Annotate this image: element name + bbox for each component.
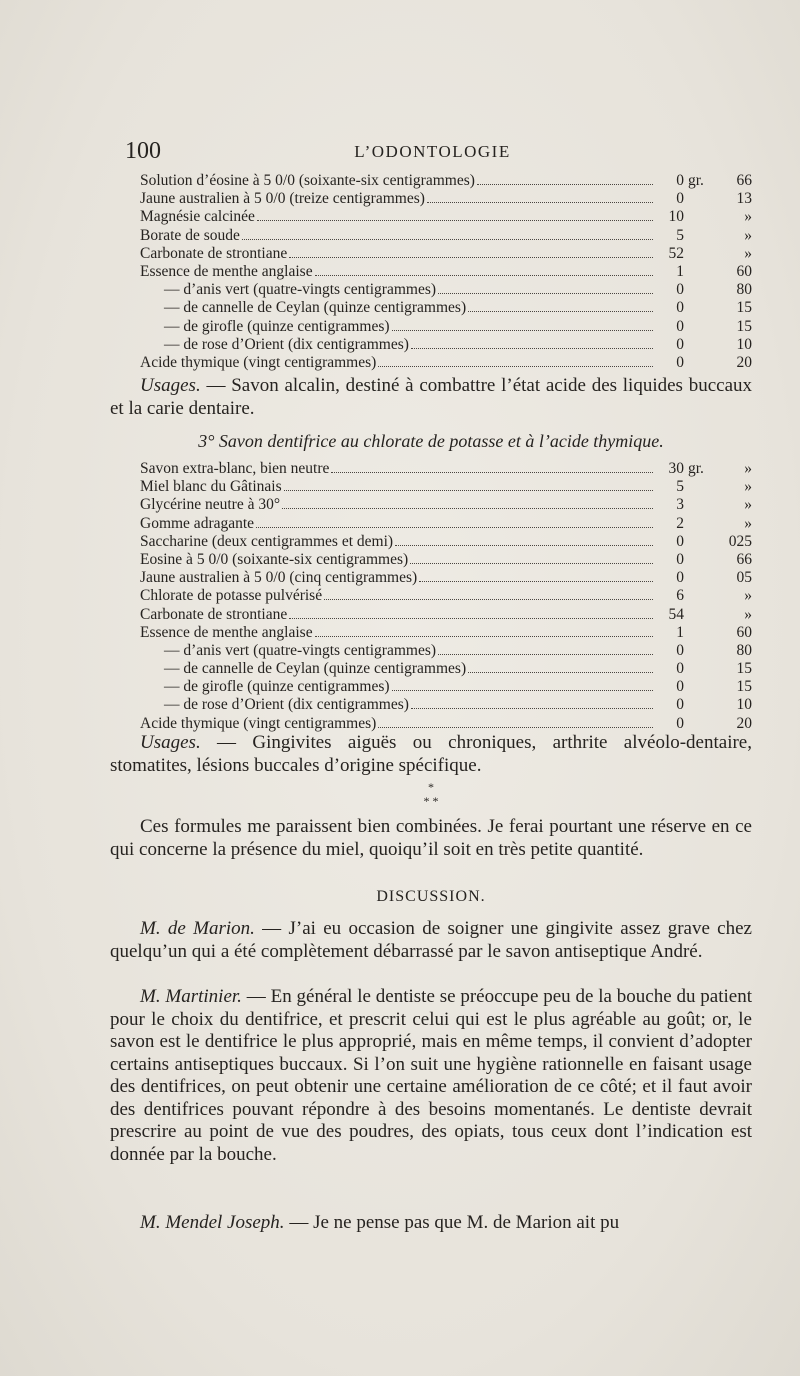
speaker-name: M. Mendel Joseph. xyxy=(140,1212,285,1233)
leader-dots xyxy=(331,472,653,473)
ingredient-label: Chlorate de potasse pulvérisé xyxy=(140,587,323,605)
speech-mendel-joseph xyxy=(110,1212,752,1235)
leader-dots xyxy=(438,654,653,655)
ingredient-label: Solution d’éosine à 5 0/0 (soixante-six centigrammes) xyxy=(140,172,475,189)
quantity: 2 xyxy=(676,514,684,532)
decimal: 66 xyxy=(736,172,752,189)
ingredient-label: Borate de soude xyxy=(140,226,240,244)
quantity: 1 xyxy=(676,623,684,641)
page-header xyxy=(125,138,740,166)
decimal: 15 xyxy=(736,678,752,696)
decimal: 66 xyxy=(736,550,752,568)
speech-text: — J’ai eu occasion de soigner une gingivite assez grave chez quelqu’un qui a été complètement débarrassé par le savon antiseptique André. xyxy=(110,918,752,962)
formula-row xyxy=(140,318,752,336)
quantity: 0 xyxy=(676,678,684,696)
leader-dots xyxy=(395,545,653,546)
running-title: L’ODONTOLOGIE xyxy=(354,142,511,161)
formula-row xyxy=(140,606,752,624)
speaker-name: M. Martinier. xyxy=(140,986,242,1007)
ingredient-label: Miel blanc du Gâtinais xyxy=(140,478,282,496)
decimal: » xyxy=(744,226,752,244)
formula-row xyxy=(140,496,752,514)
quantity: 3 xyxy=(676,496,684,514)
decimal: 13 xyxy=(736,190,752,208)
leader-dots xyxy=(410,563,653,564)
usages-label: Usages. xyxy=(140,732,201,753)
leader-dots xyxy=(289,257,653,258)
formula-row xyxy=(140,172,752,190)
speech-martinier xyxy=(110,986,752,1166)
ingredient-label: — de cannelle de Ceylan (quinze centigrammes) xyxy=(164,660,467,678)
formula-row xyxy=(140,245,752,263)
usages-paragraph-2 xyxy=(110,732,752,777)
formula-row xyxy=(140,551,752,569)
decimal: » xyxy=(744,460,752,477)
leader-dots xyxy=(378,727,653,728)
ingredient-label: — d’anis vert (quatre-vingts centigrammes) xyxy=(164,281,437,299)
formula-table-2 xyxy=(140,460,752,733)
formula-row xyxy=(140,678,752,696)
ingredient-label: Acide thymique (vingt centigrammes) xyxy=(140,714,377,732)
decimal: 025 xyxy=(728,532,752,550)
quantity: 10 xyxy=(668,208,684,226)
ingredient-label: Savon extra-blanc, bien neutre xyxy=(140,460,330,477)
quantity: 0 xyxy=(676,550,684,568)
decimal: 20 xyxy=(736,353,752,371)
section-subtitle: 3° Savon dentifrice au chlorate de potasse et à l’acide thymique. xyxy=(198,431,664,451)
decimal: » xyxy=(744,208,752,226)
quantity: 0 xyxy=(676,317,684,335)
decimal: » xyxy=(744,496,752,514)
leader-dots xyxy=(411,708,653,709)
decimal: 15 xyxy=(736,299,752,317)
ingredient-label: Essence de menthe anglaise xyxy=(140,623,313,641)
quantity: 0 xyxy=(676,281,684,299)
leader-dots xyxy=(477,184,653,185)
quantity: 0 xyxy=(676,714,684,732)
formula-row xyxy=(140,515,752,533)
decimal: 15 xyxy=(736,317,752,335)
leader-dots xyxy=(427,202,653,203)
ingredient-label: Magnésie calcinée xyxy=(140,208,255,226)
leader-dots xyxy=(315,275,653,276)
formula-row xyxy=(140,715,752,733)
leader-dots xyxy=(257,220,653,221)
paragraph-formules: Ces formules me paraissent bien combinées. Je ferai pourtant une réserve en ce qui concerne la présence du miel, quoiqu’il soit en très petite quantité. xyxy=(110,816,752,860)
formula-row xyxy=(140,190,752,208)
leader-dots xyxy=(256,527,653,528)
leader-dots xyxy=(468,672,653,673)
formula-row xyxy=(140,642,752,660)
speech-de-marion xyxy=(110,918,752,963)
usages-text: — Gingivites aiguës ou chroniques, arthrite alvéolo-dentaire, stomatites, lésions buccales d’origine spécifique. xyxy=(110,732,752,776)
decimal: » xyxy=(744,244,752,262)
decimal: » xyxy=(744,478,752,496)
decimal: 20 xyxy=(736,714,752,732)
formula-row xyxy=(140,624,752,642)
quantity: 0 xyxy=(676,353,684,371)
quantity: 0 xyxy=(676,660,684,678)
formula-row xyxy=(140,336,752,354)
ingredient-label: Gomme adragante xyxy=(140,514,255,532)
quantity: 0 xyxy=(676,532,684,550)
quantity: 0 xyxy=(676,335,684,353)
formula-row xyxy=(140,569,752,587)
ingredient-label: Eosine à 5 0/0 (soixante-six centigrammes) xyxy=(140,550,409,568)
usages-text: — Savon alcalin, destiné à combattre l’état acide des liquides buccaux et la carie dentaire. xyxy=(110,375,752,419)
formula-row xyxy=(140,478,752,496)
decimal: » xyxy=(744,514,752,532)
quantity: 1 xyxy=(676,262,684,280)
asterism-bottom: * * xyxy=(423,794,439,808)
decimal: 15 xyxy=(736,660,752,678)
ingredient-label: — de cannelle de Ceylan (quinze centigrammes) xyxy=(164,299,467,317)
ingredient-label: Glycérine neutre à 30° xyxy=(140,496,281,514)
decimal: 60 xyxy=(736,623,752,641)
leader-dots xyxy=(392,330,653,331)
formula-row xyxy=(140,660,752,678)
quantity: 52 xyxy=(668,244,684,262)
leader-dots xyxy=(468,311,653,312)
quantity: 0 xyxy=(676,190,684,208)
leader-dots xyxy=(324,599,653,600)
decimal: 80 xyxy=(736,281,752,299)
ingredient-label: Jaune australien à 5 0/0 (cinq centigrammes) xyxy=(140,569,418,587)
formula-row xyxy=(140,460,752,478)
quantity: 0 xyxy=(676,696,684,714)
leader-dots xyxy=(284,490,653,491)
leader-dots xyxy=(282,508,653,509)
formula-row xyxy=(140,208,752,226)
quantity: 0 xyxy=(676,172,684,189)
decimal: 10 xyxy=(736,696,752,714)
usages-label: Usages. xyxy=(140,375,201,396)
ingredient-label: — de rose d’Orient (dix centigrammes) xyxy=(164,335,409,353)
decimal: 05 xyxy=(736,569,752,587)
leader-dots xyxy=(411,348,653,349)
leader-dots xyxy=(242,239,653,240)
asterism-top: * xyxy=(428,780,434,794)
quantity: 6 xyxy=(676,587,684,605)
ingredient-label: Carbonate de strontiane xyxy=(140,244,288,262)
ingredient-label: Jaune australien à 5 0/0 (treize centigrammes) xyxy=(140,190,425,208)
decimal: » xyxy=(744,605,752,623)
formula-row xyxy=(140,354,752,372)
ingredient-label: — de girofle (quinze centigrammes) xyxy=(164,317,390,335)
ingredient-label: Essence de menthe anglaise xyxy=(140,262,313,280)
ingredient-label: Saccharine (deux centigrammes et demi) xyxy=(140,532,394,550)
unit: gr. xyxy=(688,172,704,189)
formula-row xyxy=(140,263,752,281)
formula-row xyxy=(140,587,752,605)
ingredient-label: Acide thymique (vingt centigrammes) xyxy=(140,353,377,371)
decimal: 60 xyxy=(736,262,752,280)
leader-dots xyxy=(438,293,653,294)
quantity: 0 xyxy=(676,641,684,659)
quantity: 5 xyxy=(676,226,684,244)
ingredient-label: Carbonate de strontiane xyxy=(140,605,288,623)
asterism xyxy=(110,780,752,808)
formula-row xyxy=(140,281,752,299)
formula-row xyxy=(140,696,752,714)
leader-dots xyxy=(289,618,653,619)
unit: gr. xyxy=(688,460,704,477)
decimal: 10 xyxy=(736,335,752,353)
quantity: 0 xyxy=(676,569,684,587)
quantity: 54 xyxy=(668,605,684,623)
decimal: 80 xyxy=(736,641,752,659)
quantity: 0 xyxy=(676,299,684,317)
formula-row xyxy=(140,533,752,551)
speech-text: — En général le dentiste se préoccupe peu de la bouche du patient pour le choix du dentifrice, et prescrit celui qui est le plus agréable au goût; or, le savon est le dentifrice le plus approprié, mais en même temps, il convient d’adopter certains antiseptiques buccaux. Si l’on suit une hygiène rationnelle en faisant usage des dentifrices, on peut obtenir une certaine amélioration de ce côté; et il faut avoir des dentifrices pouvant répondre à des besoins momentanés. Le dentiste devrait prescrire au point de vue des poudres, des opiats, tous ceux dont l’indication est donnée par la bouche. xyxy=(110,986,752,1165)
leader-dots xyxy=(392,690,653,691)
quantity: 30 xyxy=(668,460,684,477)
ingredient-label: — d’anis vert (quatre-vingts centigrammes) xyxy=(164,641,437,659)
decimal: » xyxy=(744,587,752,605)
formula-table-1 xyxy=(140,172,752,372)
formula-row xyxy=(140,227,752,245)
leader-dots xyxy=(419,581,653,582)
formula-row xyxy=(140,299,752,317)
page-number: 100 xyxy=(125,138,161,164)
leader-dots xyxy=(315,636,653,637)
usages-paragraph-1 xyxy=(110,375,752,420)
quantity: 5 xyxy=(676,478,684,496)
discussion-heading: DISCUSSION. xyxy=(376,888,486,905)
ingredient-label: — de rose d’Orient (dix centigrammes) xyxy=(164,696,409,714)
speaker-name: M. de Marion. xyxy=(140,918,255,939)
leader-dots xyxy=(378,366,653,367)
speech-text: — Je ne pense pas que M. de Marion ait pu xyxy=(284,1212,620,1233)
ingredient-label: — de girofle (quinze centigrammes) xyxy=(164,678,390,696)
